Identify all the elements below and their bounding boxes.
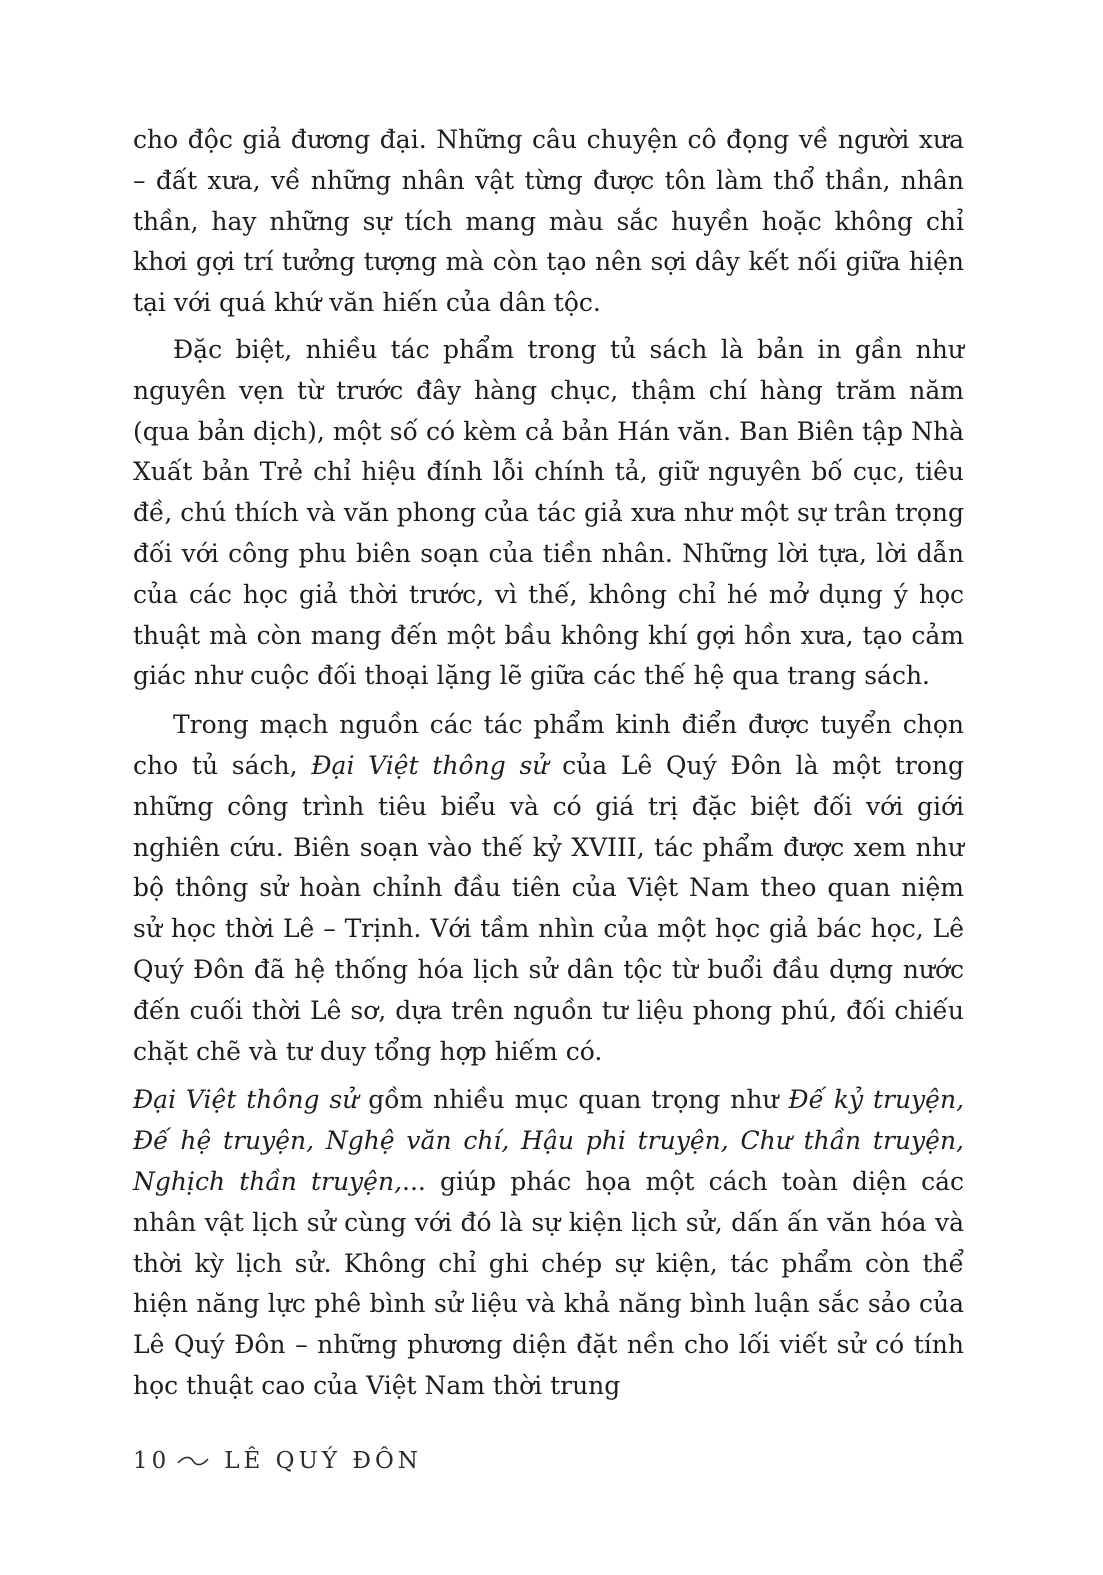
paragraph-1-text: cho độc giả đương đại. Những câu chuyện cô đọng về người xưa – đất xưa, về những nhân vật từng được tôn làm thổ thần, nhân thần, hay những sự tích mang màu sắc huyền hoặc không chỉ khơi gợi trí tưởng tượng mà còn tạo nên sợi dây kết nối giữa hiện tại với quá khứ văn hiến của dân tộc.	[133, 125, 964, 318]
paragraph-4-text-a: gồm nhiều mục quan trọng như	[358, 1085, 789, 1115]
page-number: 10	[133, 1448, 171, 1474]
book-title-italic: Đại Việt thông sử	[133, 1085, 359, 1115]
running-author: LÊ QUÝ ĐÔN	[224, 1448, 422, 1474]
paragraph-4-text-b: ... giúp phác họa một cách toàn diện các nhân vật lịch sử cùng với đó là sự kiện lịch sử, dấn ấn văn hóa và thời kỳ lịch sử. Không chỉ ghi chép sự kiện, tác phẩm còn thể hiện năng lực phê bình sử liệu và khả năng bình luận sắc sảo của Lê Quý Đôn – những phương diện đặt nền cho lối viết sử có tính học thuật cao của Việt Nam thời trung	[133, 1166, 964, 1400]
paragraph-2-text: Đặc biệt, nhiều tác phẩm trong tủ sách là bản in gần như nguyên vẹn từ trước đây hàng chục, thậm chí hàng trăm năm (qua bản dịch), một số có kèm cả bản Hán văn. Ban Biên tập Nhà Xuất bản Trẻ chỉ hiệu đính lỗi chính tả, giữ nguyên bố cục, tiêu đề, chú thích và văn phong của tác giả xưa như một sự trân trọng đối với công phu biên soạn của tiền nhân. Những lời tựa, lời dẫn của các học giả thời trước, vì thế, không chỉ hé mở dụng ý học thuật mà còn mang đến một bầu không khí gợi hồn xưa, tạo cảm giác như cuộc đối thoại lặng lẽ giữa các thế hệ qua trang sách.	[133, 334, 964, 691]
section-titles-italic: Đế kỷ truyện, Đế hệ truyện, Nghệ văn chí, Hậu phi truyện, Chư thần truyện, Nghịch thần truyện,	[133, 1085, 965, 1196]
paragraph-3-text-a: Trong mạch nguồn các tác phẩm kinh điển được tuyển chọn cho tủ sách,	[133, 710, 964, 780]
paragraph-2	[133, 330, 964, 697]
paragraph-3	[133, 705, 964, 1072]
paragraph-4	[133, 1080, 964, 1406]
page-body	[133, 120, 964, 1415]
page-footer	[133, 1448, 422, 1474]
tilde-separator-icon	[176, 1454, 210, 1468]
paragraph-1	[133, 120, 964, 324]
book-title-italic: Đại Việt thông sử	[311, 750, 549, 780]
paragraph-3-text-b: của Lê Quý Đôn là một trong những công trình tiêu biểu và có giá trị đặc biệt đối với giới nghiên cứu. Biên soạn vào thế kỷ XVIII, tác phẩm được xem như bộ thông sử hoàn chỉnh đầu tiên của Việt Nam theo quan niệm sử học thời Lê – Trịnh. Với tầm nhìn của một học giả bác học, Lê Quý Đôn đã hệ thống hóa lịch sử dân tộc từ buổi đầu dựng nước đến cuối thời Lê sơ, dựa trên nguồn tư liệu phong phú, đối chiếu chặt chẽ và tư duy tổng hợp hiếm có.	[133, 750, 964, 1066]
